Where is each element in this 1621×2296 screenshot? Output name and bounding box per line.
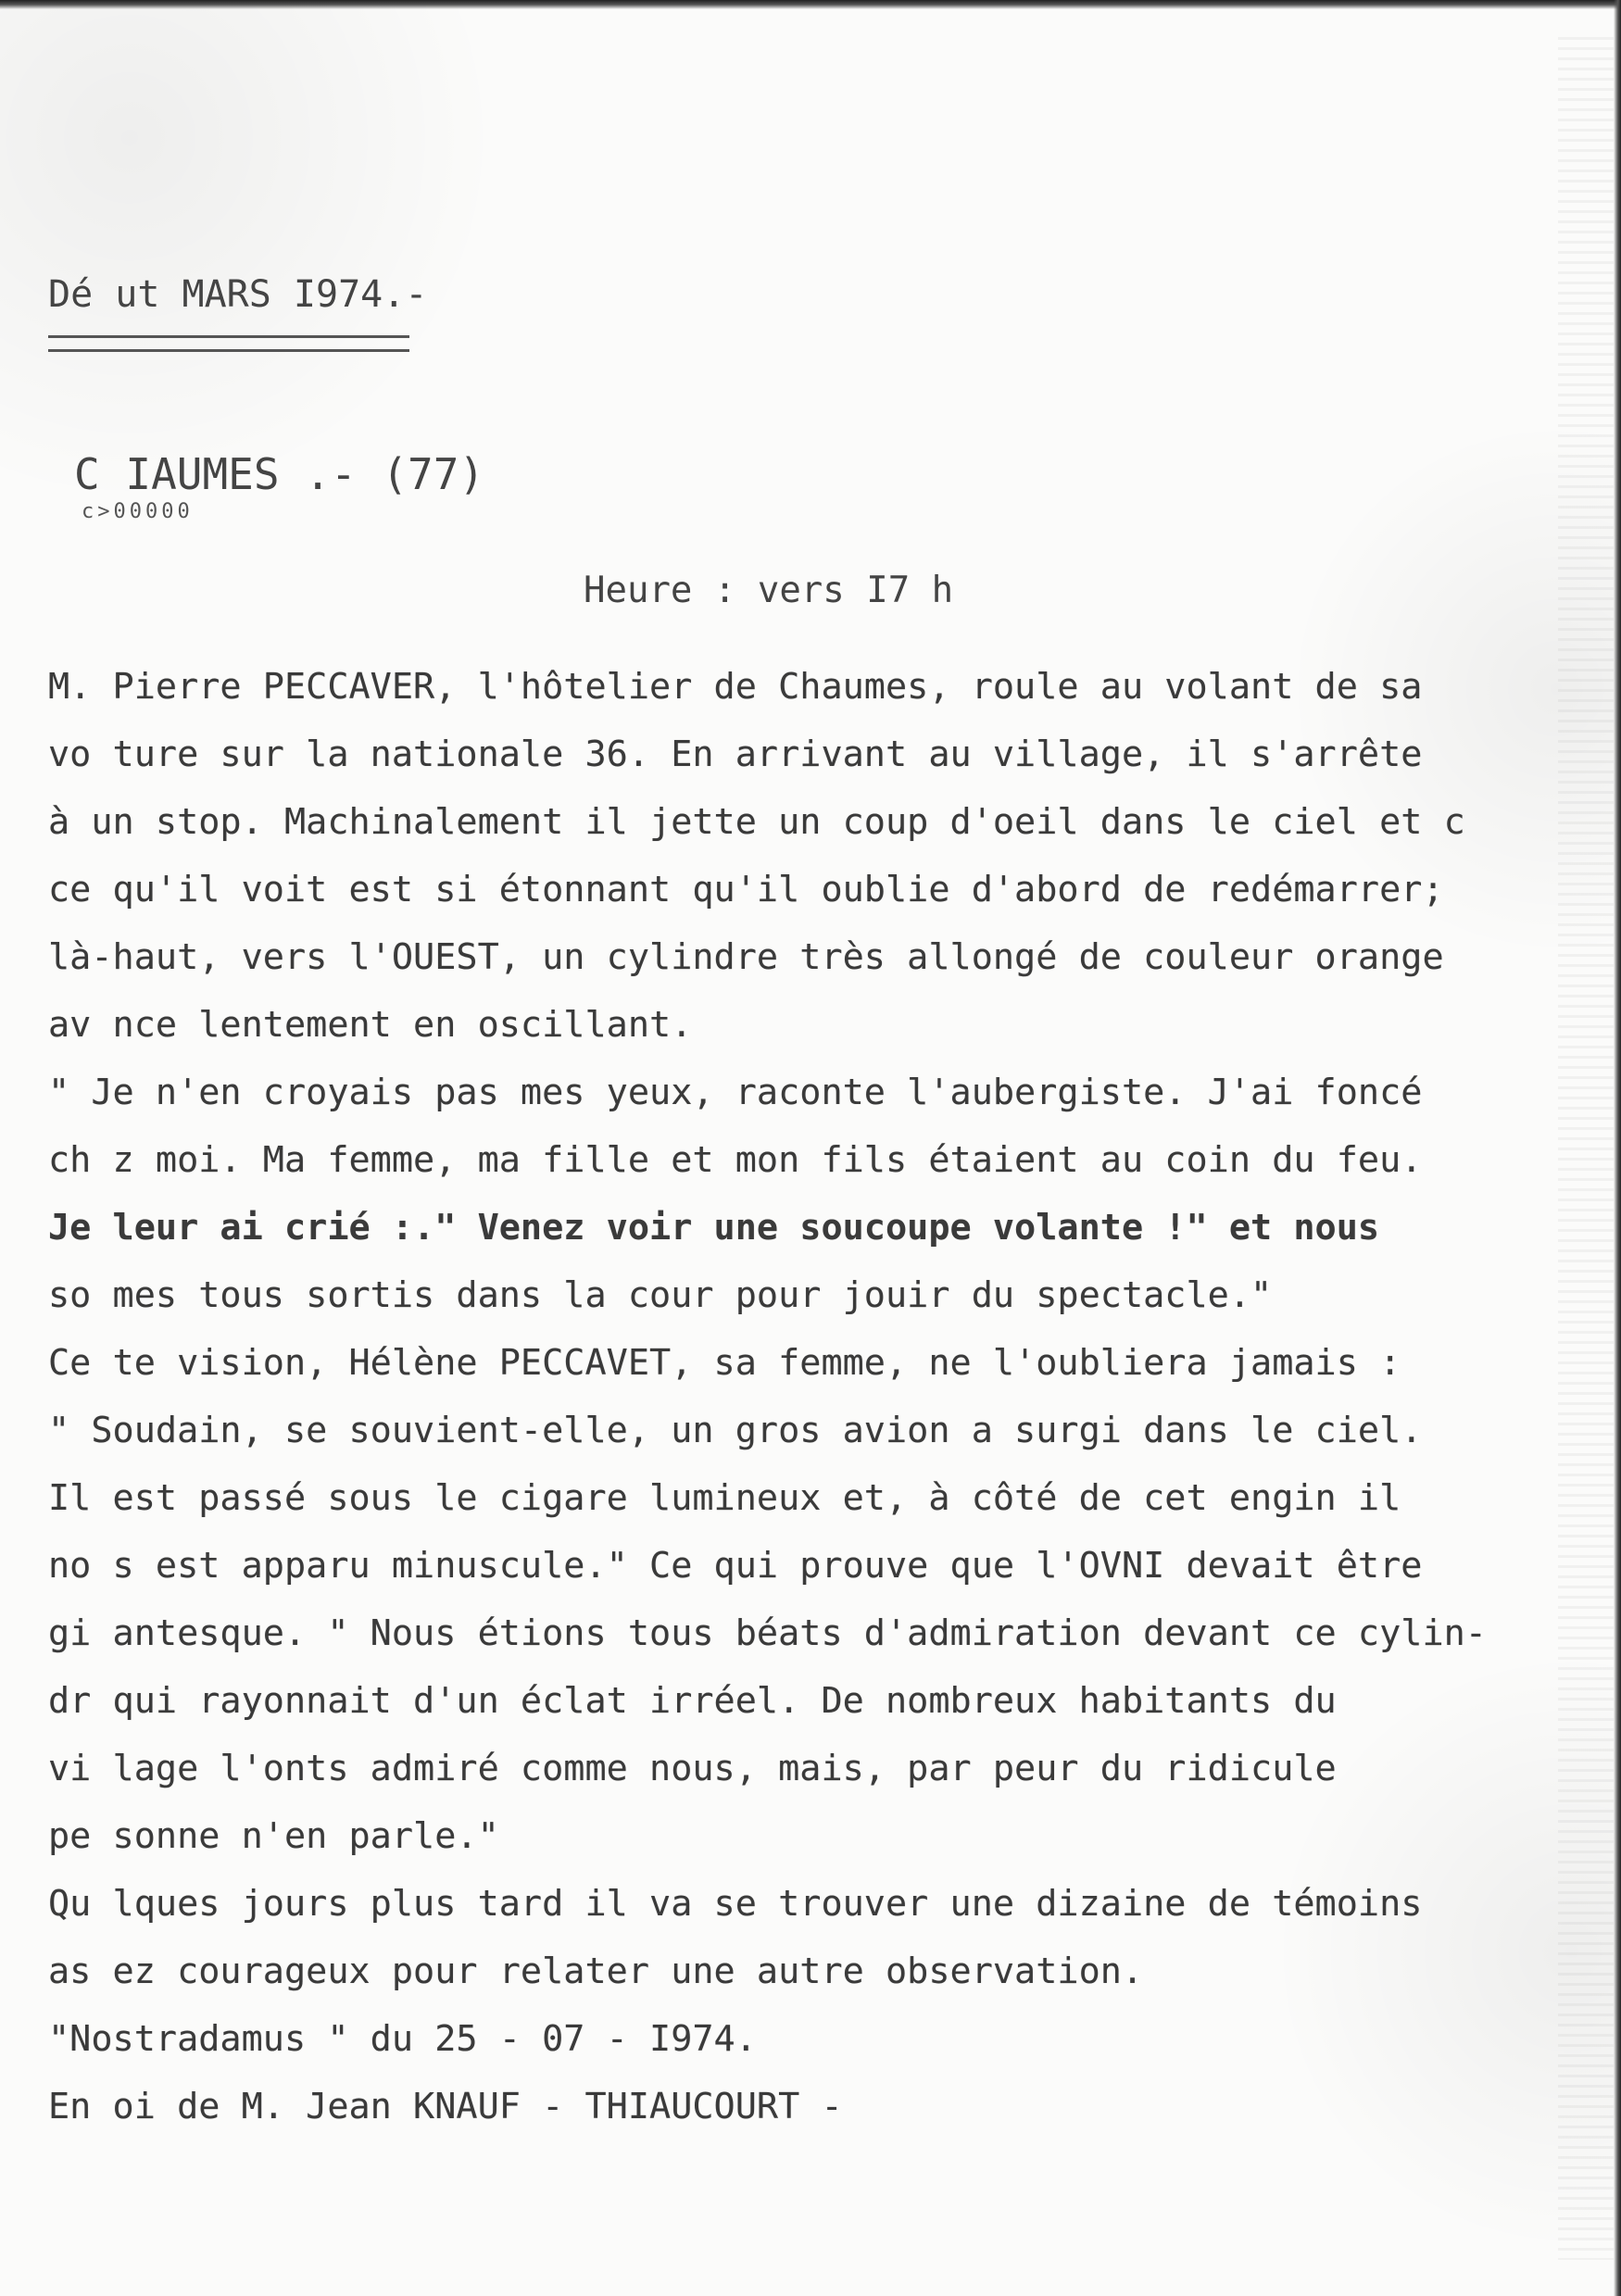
place-heading: C IAUMES .- (77)	[74, 449, 485, 499]
body-line: En oi de M. Jean KNAUF - THIAUCOURT -	[48, 2086, 843, 2127]
body-line: Qu lques jours plus tard il va se trouver une dizaine de témoins	[48, 1883, 1423, 1925]
body-line: ch z moi. Ma femme, ma fille et mon fils étaient au coin du feu.	[48, 1139, 1423, 1181]
body-line: "Nostradamus " du 25 - 07 - I974.	[48, 2018, 757, 2060]
time-line: Heure : vers I7 h	[584, 570, 954, 611]
body-line: vi lage l'onts admiré comme nous, mais, par peur du ridicule	[48, 1748, 1337, 1789]
body-line: Il est passé sous le cigare lumineux et, à côté de cet engin il	[48, 1477, 1401, 1519]
body-line: vo ture sur la nationale 36. En arrivant au village, il s'arrête	[48, 734, 1423, 775]
body-line: à un stop. Machinalement il jette un coup d'oeil dans le ciel et c	[48, 801, 1465, 843]
body-line: là-haut, vers l'OUEST, un cylindre très allongé de couleur orange	[48, 936, 1444, 978]
body-line: as ez courageux pour relater une autre observation.	[48, 1951, 1144, 1992]
body-line: dr qui rayonnait d'un éclat irréel. De nombreux habitants du	[48, 1680, 1337, 1722]
body-line: av nce lentement en oscillant.	[48, 1004, 693, 1046]
body-line: pe sonne n'en parle."	[48, 1815, 499, 1857]
body-line: no s est apparu minuscule." Ce qui prouve que l'OVNI devait être	[48, 1545, 1423, 1587]
body-line: " Soudain, se souvient-elle, un gros avion a surgi dans le ciel.	[48, 1410, 1423, 1451]
body-line: ce qu'il voit est si étonnant qu'il oublie d'abord de redémarrer;	[48, 869, 1444, 910]
body-line: Je leur ai crié :." Venez voir une soucoupe volante !" et nous	[48, 1207, 1380, 1248]
body-text	[48, 653, 1567, 2140]
body-line: so mes tous sortis dans la cour pour jouir du spectacle."	[48, 1274, 1273, 1316]
body-line: M. Pierre PECCAVER, l'hôtelier de Chaumes, roule au volant de sa	[48, 666, 1423, 708]
scan-right-edge	[1614, 0, 1621, 2296]
body-line: gi antesque. " Nous étions tous béats d'admiration devant ce cylin-	[48, 1612, 1487, 1654]
date-heading: Dé ut MARS I974.-	[48, 273, 428, 316]
body-line: Ce te vision, Hélène PECCAVET, sa femme, ne l'oubliera jamais :	[48, 1342, 1401, 1384]
scan-top-edge	[0, 0, 1621, 9]
date-double-underline	[48, 335, 409, 352]
place-underline-marks: c>00000	[82, 500, 194, 523]
body-line: " Je n'en croyais pas mes yeux, raconte l'aubergiste. J'ai foncé	[48, 1072, 1423, 1113]
